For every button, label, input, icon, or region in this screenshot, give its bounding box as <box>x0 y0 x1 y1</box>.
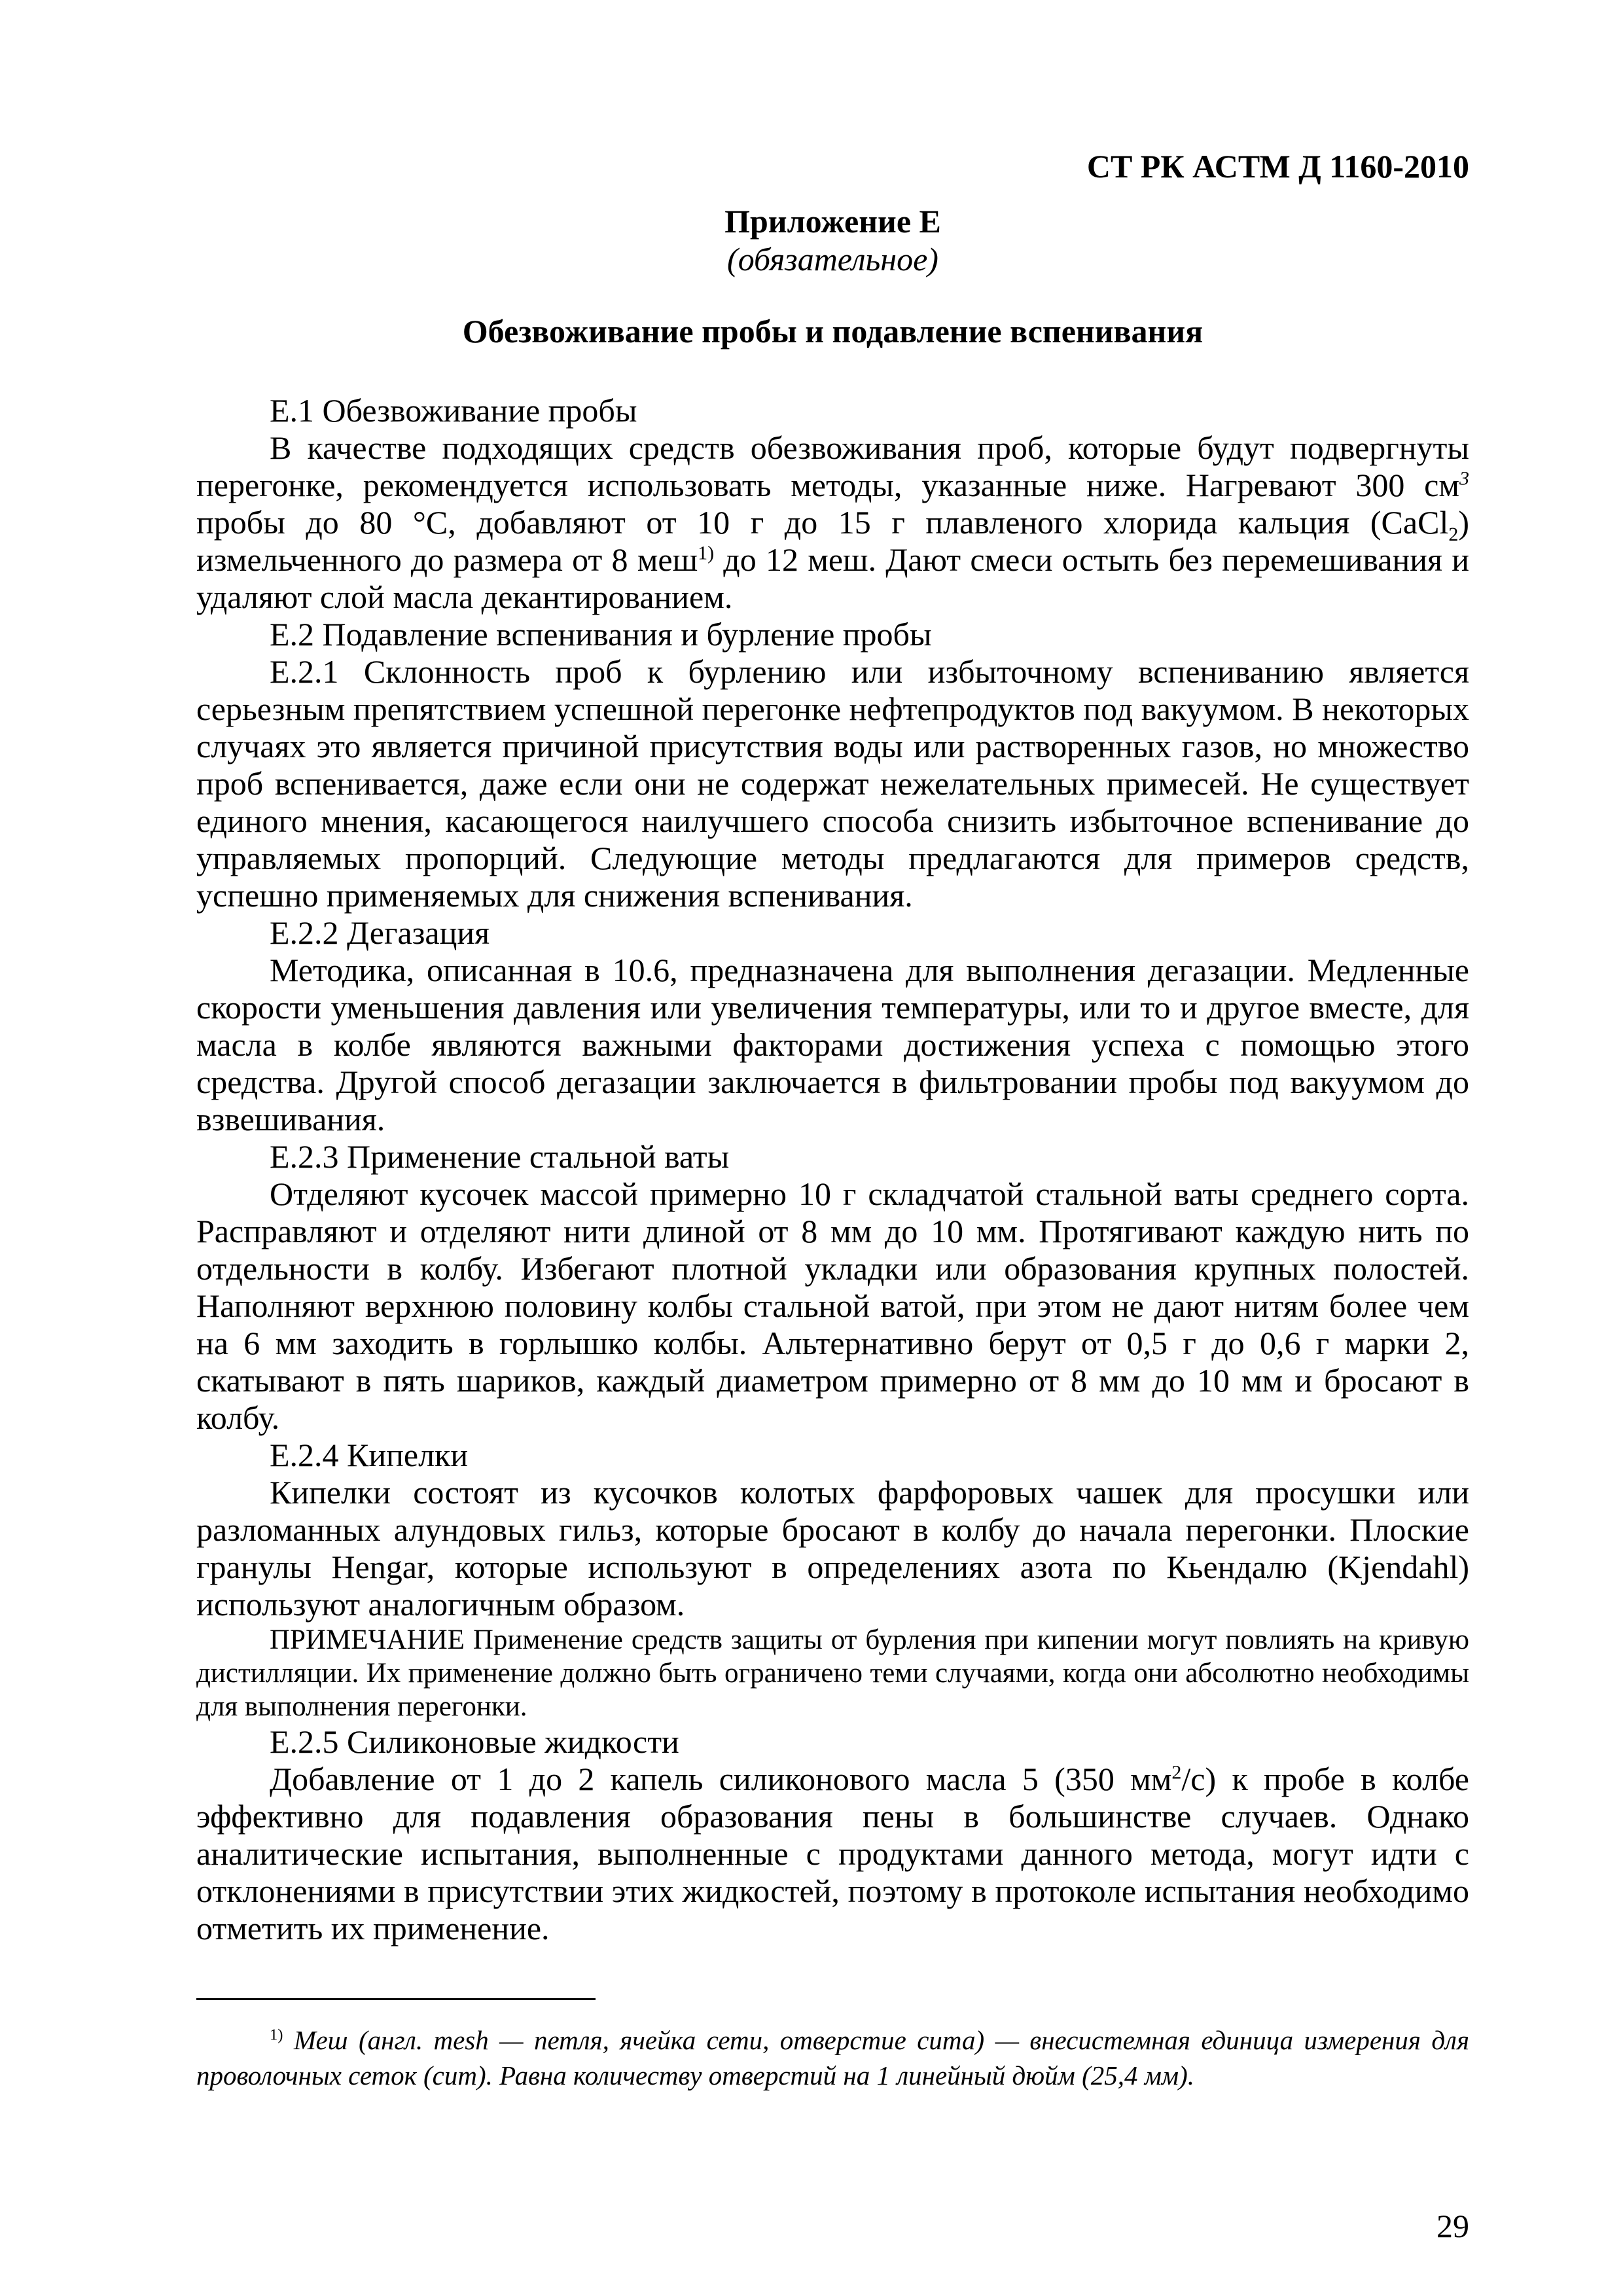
text-segment: Добавление от 1 до 2 капель силиконового масла 5 (350 мм <box>270 1761 1172 1797</box>
text-segment: Методика, описанная в 10.6, предназначена для выполнения дегазации. Медленные скорости уменьшения давления или увеличения температуры, или то и другое вместе, для масла в колбе являются важными факторами достижения успеха с помощью этого средства. Другой способ дегазации заключается в фильтровании пробы под вакуумом до взвешивания. <box>196 952 1469 1138</box>
para-e1-body <box>196 429 1469 616</box>
text-segment: ) измельченного до размера от 8 меш <box>196 504 1469 578</box>
appendix-label: Приложение Е <box>724 203 941 240</box>
text-segment: Е.2.3 Применение стальной ваты <box>270 1138 730 1175</box>
page-number: 29 <box>1436 2208 1469 2244</box>
text-segment: Е.2.4 Кипелки <box>270 1437 469 1473</box>
footnote <box>196 2022 1469 2093</box>
text-segment: 2 <box>1448 524 1459 545</box>
para-e22 <box>196 952 1469 1138</box>
heading-e2 <box>196 616 1469 653</box>
footnote-separator <box>196 1998 596 2000</box>
heading-e1 <box>196 392 1469 429</box>
para-e21 <box>196 653 1469 914</box>
text-segment: Е.2.2 Дегазация <box>270 914 490 951</box>
text-segment: Е.2 Подавление вспенивания и бурление пробы <box>270 616 932 653</box>
para-e23 <box>196 1175 1469 1437</box>
text-segment: /с) к пробе в колбе эффективно для подавления образования пены в большинстве случаев. Однако аналитические испытания, выполненные с продуктами данного метода, могут идти с отклонениями в присутствии этих жидкостей, поэтому в протоколе испытания необходимо отметить их применение. <box>196 1761 1469 1946</box>
text-segment: Е.1 Обезвоживание пробы <box>270 392 637 429</box>
text-segment: В качестве подходящих средств обезвоживания проб, которые будут подвергнуты перегонке, рекомендуется использовать методы, указанные ниже. Нагревают 300 см <box>196 429 1469 503</box>
text-segment: ПРИМЕЧАНИЕ Применение средств защиты от бурления при кипении могут повлиять на кривую дистилляции. Их применение должно быть ограничено теми случаями, когда они абсолютно необходимы для выполнения перегонки. <box>196 1624 1469 1722</box>
text-segment: 2 <box>1171 1761 1182 1784</box>
heading-e25 <box>196 1723 1469 1761</box>
note-boiling-aids <box>196 1623 1469 1723</box>
para-e24 <box>196 1474 1469 1623</box>
para-e25 <box>196 1761 1469 1947</box>
appendix-kind: (обязательное) <box>727 241 938 278</box>
heading-e22 <box>196 914 1469 952</box>
text-segment: Кипелки состоят из кусочков колотых фарфоровых чашек для просушки или разломанных алундовых гильз, которые бросают в колбу до начала перегонки. Плоские гранулы Hengar, которые используют в определениях азота по Кьендалю (Kjendahl) используют аналогичным образом. <box>196 1474 1469 1623</box>
text-segment: Меш (англ. mesh — петля, ячейка сети, отверстие сита) — внесистемная единица измерения для проволочных сеток (сит). Равна количеству отверстий на 1 линейный дюйм (25,4 мм). <box>196 2025 1469 2090</box>
document-body <box>196 392 1469 1947</box>
heading-e23 <box>196 1138 1469 1175</box>
text-segment: Е.2.1 Склонность проб к бурлению или избыточному вспениванию является серьезным препятствием успешной перегонке нефтепродуктов под вакуумом. В некоторых случаях это является причиной присутствия воды или растворенных газов, но множество проб вспенивается, даже если они не содержат нежелательных примесей. Не существует единого мнения, касающегося наилучшего способа снизить избыточное вспенивание до управляемых пропорций. Следующие методы предлагаются для примеров средств, успешно применяемых для снижения вспенивания. <box>196 653 1469 914</box>
footnote-marker: 1) <box>270 2026 283 2044</box>
document-code-header: СТ РК АСТМ Д 1160-2010 <box>1086 148 1469 185</box>
text-segment: Е.2.5 Силиконовые жидкости <box>270 1723 679 1760</box>
text-segment: пробы до 80 °С, добавляют от 10 г до 15 г плавленого хлорида кальция (CaCl <box>196 504 1449 541</box>
text-segment: 1) <box>698 542 715 564</box>
appendix-title: Обезвоживание пробы и подавление вспенивания <box>462 313 1204 350</box>
text-segment: до 12 меш. Дают смеси остыть без перемешивания и удаляют слой масла декантированием. <box>196 541 1470 615</box>
text-segment: 3 <box>1459 467 1469 490</box>
heading-e24 <box>196 1437 1469 1474</box>
text-segment: Отделяют кусочек массой примерно 10 г складчатой стальной ваты среднего сорта. Расправляют и отделяют нити длиной от 8 мм до 10 мм. Протягивают каждую нить по отдельности в колбу. Избегают плотной укладки или образования крупных полостей. Наполняют верхнюю половину колбы стальной ватой, при этом не дают нитям более чем на 6 мм заходить в горлышко колбы. Альтернативно берут от 0,5 г до 0,6 г марки 2, скатывают в пять шариков, каждый диаметром примерно от 8 мм до 10 мм и бросают в колбу. <box>196 1175 1469 1436</box>
